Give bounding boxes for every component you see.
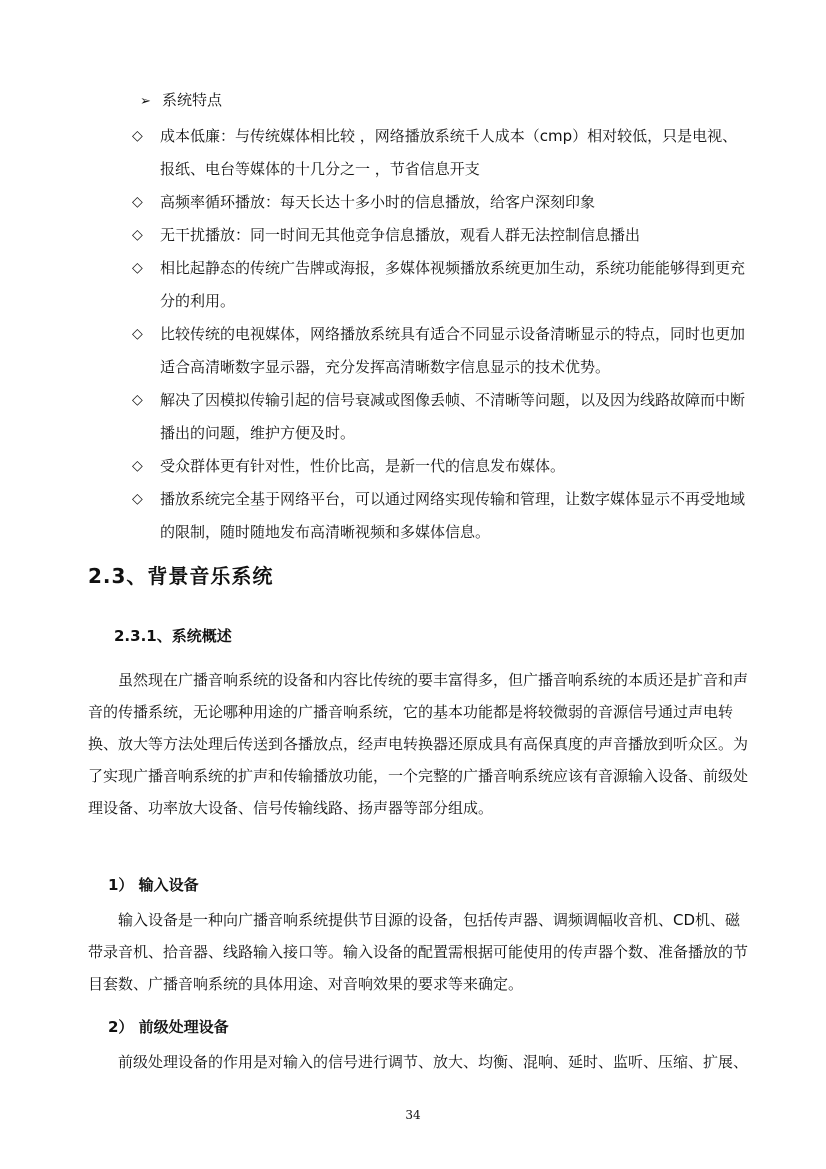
input-devices-heading: 1） 输入设备 bbox=[108, 876, 199, 894]
diamond-bullet-icon: ◇ bbox=[132, 194, 143, 210]
feature-text: 播放系统完全基于网络平台，可以通过网络实现传输和管理，让数字媒体显示不再受地域的限制，随时随地发布高清晰视频和多媒体信息。 bbox=[160, 490, 746, 541]
page-number: 34 bbox=[405, 1108, 421, 1122]
feature-text: 高频率循环播放：每天长达十多小时的信息播放，给客户深刻印象 bbox=[160, 193, 596, 211]
preprocessing-paragraph: 前级处理设备的作用是对输入的信号进行调节、放大、均衡、混响、延时、监听、压缩、扩展、 bbox=[118, 1053, 749, 1071]
features-heading bbox=[140, 89, 222, 113]
diamond-bullet-icon: ◇ bbox=[132, 326, 143, 342]
feature-text: 无干扰播放：同一时间无其他竞争信息播放，观看人群无法控制信息播出 bbox=[160, 226, 641, 244]
feature-item bbox=[132, 483, 752, 549]
preprocessing-heading: 2） 前级处理设备 bbox=[108, 1018, 229, 1036]
diamond-bullet-icon: ◇ bbox=[132, 491, 143, 507]
feature-text: 受众群体更有针对性，性价比高，是新一代的信息发布媒体。 bbox=[160, 457, 566, 475]
subsection-title: 2.3.1、系统概述 bbox=[114, 627, 232, 645]
diamond-bullet-icon: ◇ bbox=[132, 458, 143, 474]
arrow-bullet-icon: ➢ bbox=[140, 94, 151, 109]
feature-item bbox=[132, 384, 752, 450]
feature-item bbox=[132, 120, 752, 186]
feature-text: 成本低廉：与传统媒体相比较 ，网络播放系统千人成本（cmp）相对较低，只是电视、报纸、电台等媒体的十几分之一 ，节省信息开支 bbox=[160, 127, 738, 178]
feature-text: 比较传统的电视媒体，网络播放系统具有适合不同显示设备清晰显示的特点，同时也更加适合高清晰数字显示器，充分发挥高清晰数字信息显示的技术优势。 bbox=[160, 325, 746, 376]
feature-item bbox=[132, 186, 752, 219]
input-devices-paragraph: 输入设备是一种向广播音响系统提供节目源的设备，包括传声器、调频调幅收音机、CD机、磁带录音机、拾音器、线路输入接口等。输入设备的配置需根据可能使用的传声器个数、准备播放的节目套数、广播音响系统的具体用途、对音响效果的要求等来确定。 bbox=[88, 911, 749, 993]
feature-item bbox=[132, 318, 752, 384]
diamond-bullet-icon: ◇ bbox=[132, 260, 143, 276]
feature-item bbox=[132, 450, 752, 483]
features-list bbox=[132, 120, 752, 549]
diamond-bullet-icon: ◇ bbox=[132, 392, 143, 408]
features-heading-text: 系统特点 bbox=[162, 91, 223, 109]
overview-paragraph: 虽然现在广播音响系统的设备和内容比传统的要丰富得多，但广播音响系统的本质还是扩音和声音的传播系统，无论哪种用途的广播音响系统，它的基本功能都是将较微弱的音源信号通过声电转换、放大等方法处理后传送到各播放点，经声电转换器还原成具有高保真度的声音播放到听众区。为了实现广播音响系统的扩声和传输播放功能，一个完整的广播音响系统应该有音源输入设备、前级处理设备、功率放大设备、信号传输线路、扬声器等部分组成。 bbox=[88, 671, 749, 817]
feature-item bbox=[132, 219, 752, 252]
feature-text: 解决了因模拟传输引起的信号衰减或图像丢帧、不清晰等问题，以及因为线路故障而中断播出的问题，维护方便及时。 bbox=[160, 391, 746, 442]
diamond-bullet-icon: ◇ bbox=[132, 227, 143, 243]
diamond-bullet-icon: ◇ bbox=[132, 128, 143, 144]
feature-text: 相比起静态的传统广告牌或海报，多媒体视频播放系统更加生动，系统功能能够得到更充分的利用。 bbox=[160, 259, 746, 310]
section-title: 2.3、背景音乐系统 bbox=[88, 564, 274, 588]
feature-item bbox=[132, 252, 752, 318]
